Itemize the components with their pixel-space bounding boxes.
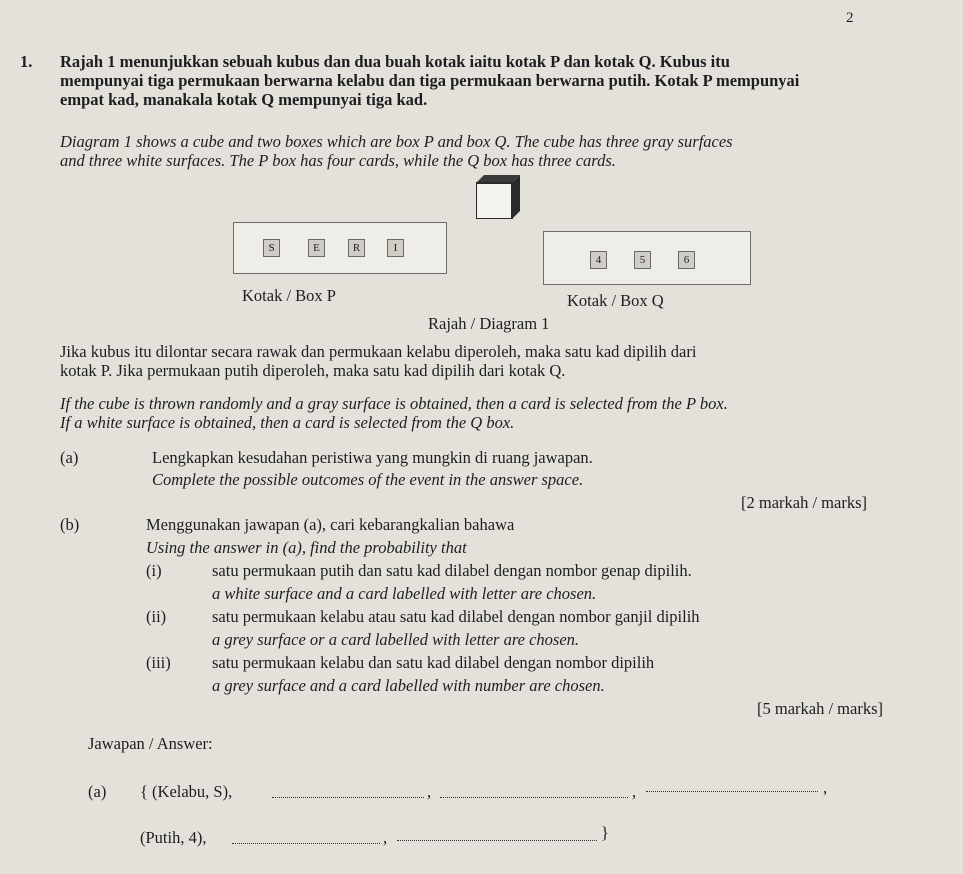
answer-blank-5[interactable] bbox=[397, 840, 597, 841]
intro-english bbox=[60, 132, 940, 170]
part-a-label: (a) bbox=[60, 448, 79, 467]
condition-malay bbox=[60, 342, 940, 380]
cube-front-face bbox=[476, 183, 512, 219]
part-b-iii-malay: satu permukaan kelabu dan satu kad dilabel dengan nombor dipilih bbox=[212, 653, 655, 672]
answer-line-1-start: { (Kelabu, S), bbox=[140, 782, 233, 801]
part-a-english: Complete the possible outcomes of the event in the answer space. bbox=[152, 470, 584, 489]
answer-heading: Jawapan / Answer: bbox=[88, 734, 213, 753]
question-number: 1. bbox=[20, 52, 33, 71]
part-b-label: (b) bbox=[60, 515, 80, 534]
box-p-label: Kotak / Box P bbox=[242, 286, 336, 305]
intro-en-line-1: Diagram 1 shows a cube and two boxes which are box P and box Q. The cube has three gray surfaces bbox=[60, 132, 733, 151]
card-6: 6 bbox=[678, 251, 695, 269]
answer-blank-3[interactable] bbox=[646, 791, 818, 792]
box-p bbox=[233, 222, 447, 274]
box-q-label: Kotak / Box Q bbox=[567, 291, 664, 310]
part-b-i-malay: satu permukaan putih dan satu kad dilabel dengan nombor genap dipilih. bbox=[212, 561, 692, 580]
intro-ms-line-3: empat kad, manakala kotak Q mempunyai tiga kad. bbox=[60, 90, 428, 109]
part-b-malay: Menggunakan jawapan (a), cari kebarangkalian bahawa bbox=[146, 515, 515, 534]
part-b-iii-label: (iii) bbox=[146, 653, 171, 672]
comma-2: , bbox=[632, 782, 637, 801]
card-e: E bbox=[308, 239, 325, 257]
part-b-english: Using the answer in (a), find the probability that bbox=[146, 538, 467, 557]
answer-line-2-start: (Putih, 4), bbox=[140, 828, 207, 847]
answer-a-label: (a) bbox=[88, 782, 107, 801]
diagram-caption: Rajah / Diagram 1 bbox=[428, 314, 550, 333]
card-r: R bbox=[348, 239, 365, 257]
condition-ms-line-1: Jika kubus itu dilontar secara rawak dan permukaan kelabu diperoleh, maka satu kad dipilih dari bbox=[60, 342, 697, 361]
condition-en-line-1: If the cube is thrown randomly and a gray surface is obtained, then a card is selected from the P box. bbox=[60, 394, 728, 413]
comma-1: , bbox=[427, 782, 432, 801]
answer-blank-4[interactable] bbox=[232, 843, 380, 844]
page-number: 2 bbox=[846, 10, 854, 26]
part-b-ii-label: (ii) bbox=[146, 607, 167, 626]
answer-blank-2[interactable] bbox=[440, 797, 628, 798]
part-a-marks: [2 markah / marks] bbox=[741, 493, 867, 512]
answer-blank-1[interactable] bbox=[272, 797, 424, 798]
condition-english bbox=[60, 394, 940, 432]
card-5: 5 bbox=[634, 251, 651, 269]
intro-malay bbox=[60, 52, 940, 109]
part-b-iii-english: a grey surface and a card labelled with number are chosen. bbox=[212, 676, 605, 695]
part-b-ii-english: a grey surface or a card labelled with letter are chosen. bbox=[212, 630, 580, 649]
intro-en-line-2: and three white surfaces. The P box has four cards, while the Q box has three cards. bbox=[60, 151, 616, 170]
cube-diagram bbox=[476, 175, 520, 219]
part-b-i-english: a white surface and a card labelled with letter are chosen. bbox=[212, 584, 597, 603]
condition-en-line-2: If a white surface is obtained, then a card is selected from the Q box. bbox=[60, 413, 515, 432]
comma-3: , bbox=[823, 778, 828, 797]
card-s: S bbox=[263, 239, 280, 257]
part-b-marks: [5 markah / marks] bbox=[757, 699, 883, 718]
card-4: 4 bbox=[590, 251, 607, 269]
part-a-malay: Lengkapkan kesudahan peristiwa yang mungkin di ruang jawapan. bbox=[152, 448, 593, 467]
comma-4: , bbox=[383, 828, 388, 847]
intro-ms-line-1: Rajah 1 menunjukkan sebuah kubus dan dua buah kotak iaitu kotak P dan kotak Q. Kubus itu bbox=[60, 52, 730, 71]
part-b-ii-malay: satu permukaan kelabu atau satu kad dilabel dengan nombor ganjil dipilih bbox=[212, 607, 700, 626]
condition-ms-line-2: kotak P. Jika permukaan putih diperoleh, maka satu kad dipilih dari kotak Q. bbox=[60, 361, 566, 380]
part-b-i-label: (i) bbox=[146, 561, 162, 580]
card-i: I bbox=[387, 239, 404, 257]
closing-brace: } bbox=[601, 823, 609, 842]
intro-ms-line-2: mempunyai tiga permukaan berwarna kelabu dan tiga permukaan berwarna putih. Kotak P mempunyai bbox=[60, 71, 800, 90]
box-q bbox=[543, 231, 751, 285]
